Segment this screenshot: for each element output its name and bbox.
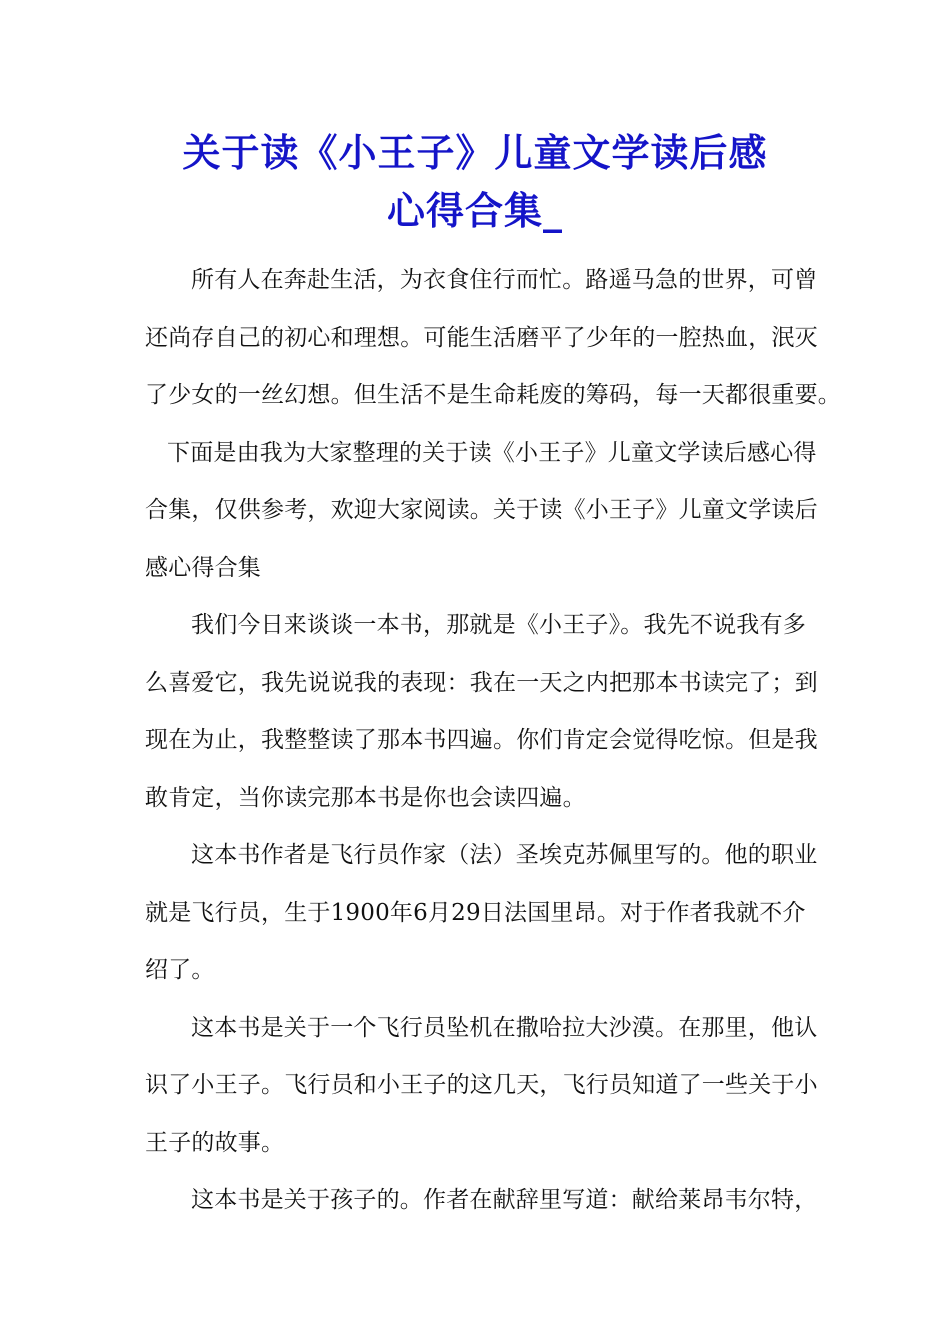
text-line: 这本书是关于孩子的。作者在献辞里写道：献给莱昂韦尔特， bbox=[191, 1187, 818, 1213]
text-line: 这本书作者是飞行员作家（法）圣埃克苏佩里写的。他的职业 bbox=[191, 842, 818, 868]
text-line: 所有人在奔赴生活，为衣食住行而忙。路遥马急的世界，可曾 bbox=[191, 267, 818, 293]
text-line: 合集，仅供参考，欢迎大家阅读。关于读《小王子》儿童文学读后 bbox=[145, 497, 818, 523]
text-line: 下面是由我为大家整理的关于读《小王子》儿童文学读后感心得 bbox=[167, 439, 817, 466]
text-line: 敢肯定，当你读完那本书是你也会读四遍。 bbox=[145, 784, 586, 811]
text-line: 绍了。 bbox=[145, 957, 215, 983]
text-line: 这本书是关于一个飞行员坠机在撒哈拉大沙漠。在那里，他认 bbox=[191, 1014, 818, 1041]
text-line: 识了小王子。飞行员和小王子的这几天，飞行员知道了一些关于小 bbox=[145, 1072, 818, 1098]
text-line: 就是飞行员，生于1900年6月29日法国里昂。对于作者我就不介 bbox=[145, 899, 806, 926]
text-line: 感心得合集 bbox=[145, 554, 261, 581]
text-line: 王子的故事。 bbox=[145, 1129, 285, 1156]
text-line: 了少女的一丝幻想。但生活不是生命耗废的筹码，每一天都很重要。 bbox=[145, 382, 841, 408]
document-body bbox=[145, 252, 841, 1230]
document-title bbox=[120, 124, 830, 240]
text-line: 我们今日来谈谈一本书，那就是《小王子》。我先不说我有多 bbox=[191, 612, 806, 638]
text-line: 还尚存自己的初心和理想。可能生活磨平了少年的一腔热血，泯灭 bbox=[145, 324, 818, 351]
text-line: 么喜爱它，我先说说我的表现：我在一天之内把那本书读完了；到 bbox=[145, 669, 818, 696]
title-line-2: 心得合集_ bbox=[386, 189, 563, 233]
title-line-1: 关于读《小王子》儿童文学读后感 bbox=[182, 131, 768, 175]
text-line: 现在为止，我整整读了那本书四遍。你们肯定会觉得吃惊。但是我 bbox=[145, 727, 818, 753]
